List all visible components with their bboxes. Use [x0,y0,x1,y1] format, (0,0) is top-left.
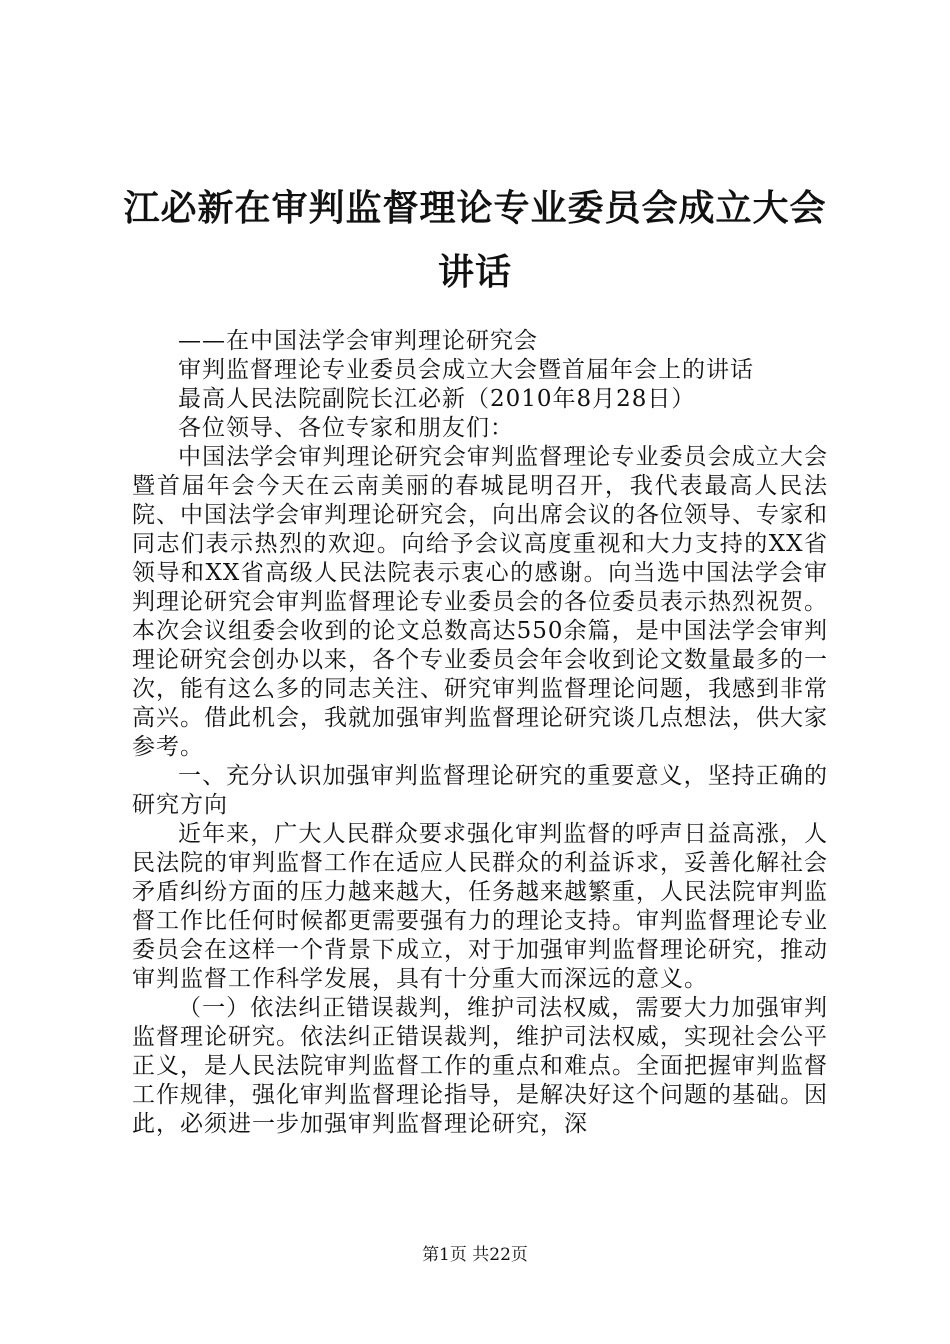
page-footer: 第1页 共22页 [422,1245,528,1265]
salutation: 各位领导、各位专家和朋友们： [178,415,514,441]
subtitle-line-2: 审判监督理论专业委员会成立大会暨首届年会上的讲话 [178,357,754,383]
document-title: 江必新在审判监督理论专业委员会成立大会讲话 [123,187,827,293]
document-body [132,327,828,1139]
section-heading-1: 一、充分认识加强审判监督理论研究的重要意义，坚持正确的研究方向 [132,763,828,818]
paragraph-background: 近年来，广大人民群众要求强化审判监督的呼声日益高涨，人民法院的审判监督工作在适应人民群众的利益诉求，妥善化解社会矛盾纠纷方面的压力越来越大，任务越来越繁重，人民法院审判监督工作比任何时候都更需要强有力的理论支持。审判监督理论专业委员会在这样一个背景下成立，对于加强审判监督理论研究，推动审判监督工作科学发展，具有十分重大而深远的意义。 [132,821,828,992]
speaker-line: 最高人民法院副院长江必新（2010年8月28日） [178,386,696,412]
subtitle-line-1: ——在中国法学会审判理论研究会 [178,328,538,354]
paragraph-intro: 中国法学会审判理论研究会审判监督理论专业委员会成立大会暨首届年会今天在云南美丽的春城昆明召开，我代表最高人民法院、中国法学会审判理论研究会，向出席会议的各位领导、专家和同志们表示热烈的欢迎。向给予会议高度重视和大力支持的XX省领导和XX省高级人民法院表示衷心的感谢。向当选中国法学会审判理论研究会审判监督理论专业委员会的各位委员表示热烈祝贺。本次会议组委会收到的论文总数高达550余篇，是中国法学会审判理论研究会创办以来，各个专业委员会年会收到论文数量最多的一次，能有这么多的同志关注、研究审判监督理论问题，我感到非常高兴。借此机会，我就加强审判监督理论研究谈几点想法，供大家参考。 [132,444,828,760]
paragraph-point-1: （一）依法纠正错误裁判，维护司法权威，需要大力加强审判监督理论研究。依法纠正错误裁判，维护司法权威，实现社会公平正义，是人民法院审判监督工作的重点和难点。全面把握审判监督工作规律，强化审判监督理论指导，是解决好这个问题的基础。因此，必须进一步加强审判监督理论研究，深 [132,995,828,1137]
